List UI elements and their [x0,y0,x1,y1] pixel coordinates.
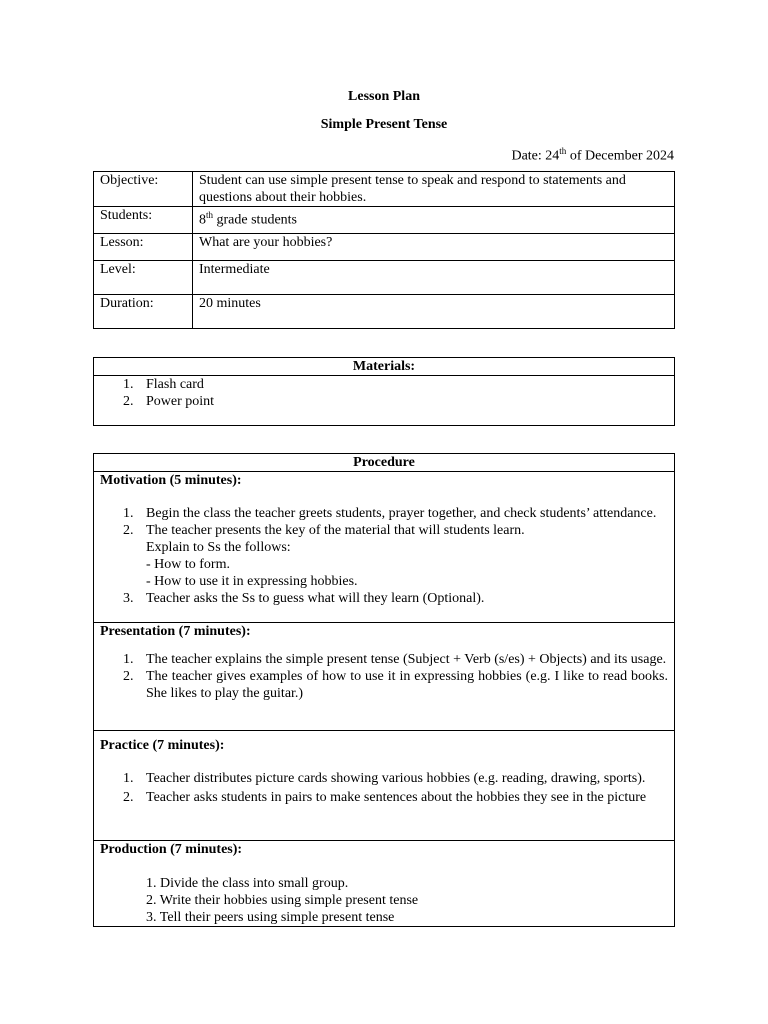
lesson-date [511,143,674,165]
date-prefix: Date: 24 [511,148,560,164]
list-number: 1. [123,377,134,392]
materials-list [100,376,668,410]
materials-title: Materials: [94,358,675,376]
info-key: Objective: [94,172,193,207]
list-text: Teacher distributes picture cards showing various hobbies (e.g. reading, drawing, sports). [146,771,646,786]
sub-line: - How to use it in expressing hobbies. [146,574,358,589]
list-number: 2. [123,669,134,684]
production-line: 1. Divide the class into small group. [146,876,349,891]
list-item [100,393,668,410]
list-item [100,505,668,522]
presentation-list [100,651,668,702]
page-title: Lesson Plan [348,89,420,104]
list-number: 1. [123,652,134,667]
students-grade-text: grade students [213,212,297,228]
info-key: Duration: [94,295,193,329]
students-grade-sup: th [206,210,214,220]
list-item [100,522,668,590]
list-text: Teacher asks students in pairs to make sentences about the hobbies they see in the picture [146,790,647,805]
sub-line: Explain to Ss the follows: [146,540,291,555]
practice-title: Practice (7 minutes): [100,738,225,753]
procedure-table [93,453,675,927]
presentation-cell [94,623,675,731]
materials-table [93,357,675,426]
list-text: Begin the class the teacher greets students, prayer together, and check students’ attendance. [146,506,657,521]
procedure-title: Procedure [94,454,675,472]
list-item [100,788,668,807]
production-cell [94,841,675,927]
info-row-duration [94,295,675,329]
list-item [100,769,668,788]
presentation-title: Presentation (7 minutes): [100,624,251,639]
list-text: Teacher asks the Ss to guess what will they learn (Optional). [146,591,485,606]
list-number: 1. [123,771,134,786]
students-grade-number: 8 [199,212,206,228]
info-row-lesson [94,234,675,261]
info-value: Intermediate [193,261,675,295]
date-suffix: of December 2024 [566,148,674,164]
list-text: Flash card [146,377,204,392]
list-number: 3. [123,591,134,606]
info-row-students [94,207,675,234]
info-key: Students: [94,207,193,234]
practice-list [100,769,668,807]
info-value: What are your hobbies? [193,234,675,261]
list-item [100,590,668,607]
list-item [100,376,668,393]
list-number: 2. [123,790,134,805]
list-text: Power point [146,394,215,409]
info-key: Level: [94,261,193,295]
list-number: 2. [123,523,134,538]
info-value [193,207,675,234]
production-line: 3. Tell their peers using simple present tense [146,910,395,925]
info-value: 20 minutes [193,295,675,329]
info-key: Lesson: [94,234,193,261]
motivation-cell [94,472,675,623]
practice-cell [94,731,675,841]
info-value: Student can use simple present tense to speak and respond to statements and questions about their hobbies. [193,172,675,207]
list-number: 1. [123,506,134,521]
sub-line: - How to form. [146,557,230,572]
motivation-list [100,505,668,607]
lesson-info-table [93,171,675,329]
production-line: 2. Write their hobbies using simple present tense [146,893,419,908]
list-text: The teacher explains the simple present tense (Subject + Verb (s/es) + Objects) and its usage. [146,652,667,667]
list-text: The teacher gives examples of how to use it in expressing hobbies (e.g. I like to read books. She likes to play the guitar.) [146,669,668,701]
list-item [100,668,668,702]
materials-cell [94,376,675,426]
page-subtitle: Simple Present Tense [320,117,448,132]
date-sup: th [559,146,567,156]
production-title: Production (7 minutes): [100,842,243,857]
list-number: 2. [123,394,134,409]
info-row-objective [94,172,675,207]
list-item [100,651,668,668]
info-row-level [94,261,675,295]
list-text: The teacher presents the key of the material that will students learn. [146,523,525,538]
motivation-title: Motivation (5 minutes): [100,473,242,488]
